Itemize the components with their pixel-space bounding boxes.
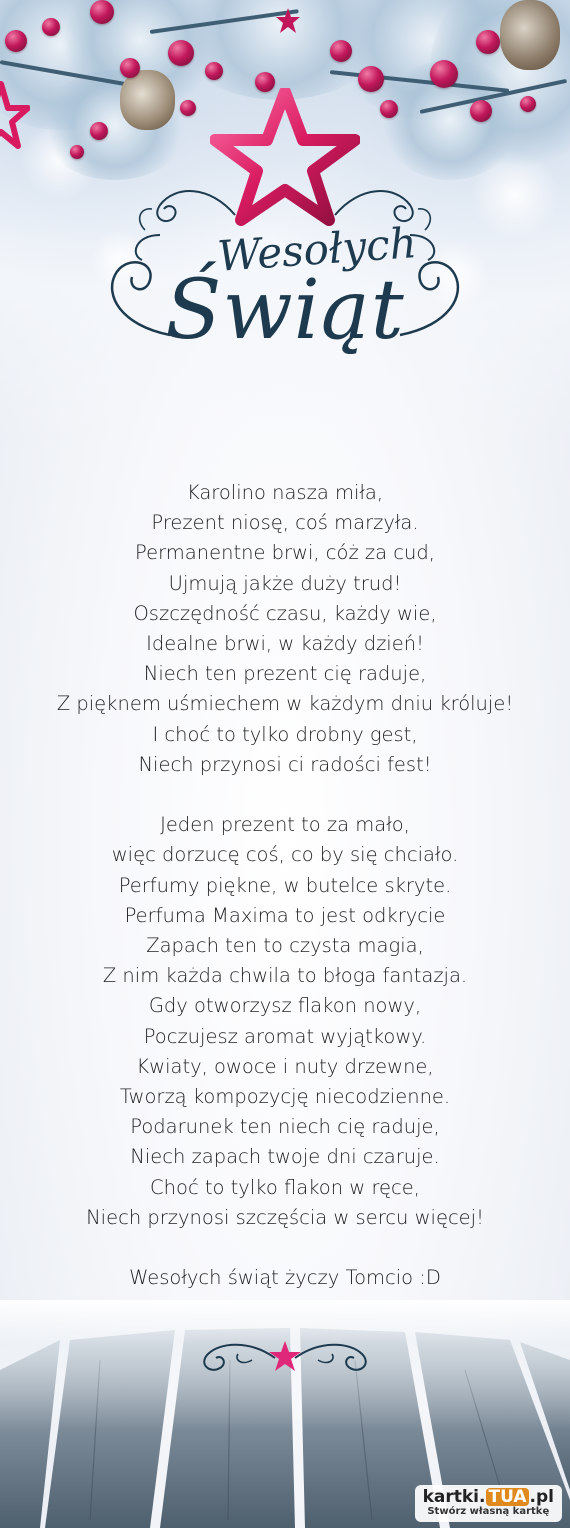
poem-line: Z nim każda chwila to błoga fantazja.: [102, 964, 468, 988]
berry: [90, 0, 114, 24]
footer-decoration: [0, 1300, 570, 1528]
berry: [520, 96, 536, 112]
berry: [120, 58, 140, 78]
berry: [380, 100, 398, 118]
berry: [42, 18, 60, 36]
poem-line: Perfumy piękne, w butelce skryte.: [118, 873, 452, 897]
berry: [5, 30, 27, 52]
berry: [476, 30, 500, 54]
poem-line: Ujmują jakże duży trud!: [168, 571, 402, 595]
brand-tagline: Stwórz własną kartkę: [427, 1506, 550, 1517]
title-line-wesolych: Wesołych: [215, 218, 419, 281]
stanza-gap: [20, 780, 550, 810]
poem-line: Idealne brwi, w każdy dzień!: [146, 632, 424, 656]
berry: [180, 100, 196, 116]
poem-line: Jeden prezent to za mało,: [160, 813, 410, 837]
poem-line: I choć to tylko drobny gest,: [152, 722, 418, 746]
poem-line: Niech przynosi ci radości fest!: [138, 752, 432, 776]
poem-line: Z pięknem uśmiechem w każdym dniu króluje!: [56, 692, 514, 716]
poem-line: Permanentne brwi, cóż za cud,: [135, 541, 435, 565]
title-line-swiat: Świąt: [165, 263, 405, 358]
brand-logo[interactable]: [415, 1485, 562, 1522]
small-star-icon: [275, 6, 301, 36]
berry: [90, 122, 108, 140]
poem-line: Niech zapach twoje dni czaruje.: [130, 1145, 440, 1169]
berry: [358, 66, 384, 92]
berry: [70, 145, 84, 159]
pink-star-icon: [268, 1340, 302, 1372]
poem-line: Zapach ten to czysta magia,: [146, 934, 424, 958]
berry: [470, 100, 492, 122]
pine-cone: [500, 0, 560, 70]
poem-text: [20, 478, 550, 1293]
poem-line: Oszczędność czasu, każdy wie,: [133, 601, 437, 625]
berry: [330, 40, 352, 62]
header-decoration: [0, 0, 570, 440]
berry: [205, 62, 223, 80]
poem-line: Wesołych świąt życzy Tomcio :D: [129, 1266, 441, 1290]
pine-cone: [120, 70, 175, 130]
poem-line: Poczujesz aromat wyjątkowy.: [143, 1024, 427, 1048]
poem-line: Choć to tylko flakon w ręce,: [150, 1175, 420, 1199]
stanza-gap: [20, 1233, 550, 1263]
brand-name-badge: TUA: [488, 1487, 527, 1507]
poem-line: Kwiaty, owoce i nuty drzewne,: [136, 1054, 434, 1078]
small-star-icon: [0, 80, 30, 160]
poem-line: Podarunek ten niech cię raduje,: [130, 1115, 440, 1139]
brand-name-suffix: .pl: [529, 1487, 554, 1507]
poem-line: Tworzą kompozycję niecodzienne.: [119, 1085, 451, 1109]
poem-line: Niech ten prezent cię raduje,: [143, 662, 427, 686]
brand-name: [423, 1488, 554, 1506]
poem-line: więc dorzucę coś, co by się chciało.: [111, 843, 459, 867]
berry: [168, 40, 194, 66]
flourish-ornament-icon: [130, 175, 240, 235]
poem-line: Gdy otworzysz flakon nowy,: [148, 994, 422, 1018]
poem-line: Perfuma Maxima to jest odkrycie: [124, 903, 446, 927]
poem-line: Niech przynosi szczęścia w sercu więcej!: [86, 1205, 484, 1229]
poem-line: Prezent niosę, coś marzyła.: [151, 511, 419, 535]
brand-name-prefix: kartki.: [422, 1487, 486, 1507]
berry: [430, 60, 458, 88]
poem-line: Karolino nasza miła,: [186, 481, 384, 504]
greeting-title: [100, 175, 470, 385]
